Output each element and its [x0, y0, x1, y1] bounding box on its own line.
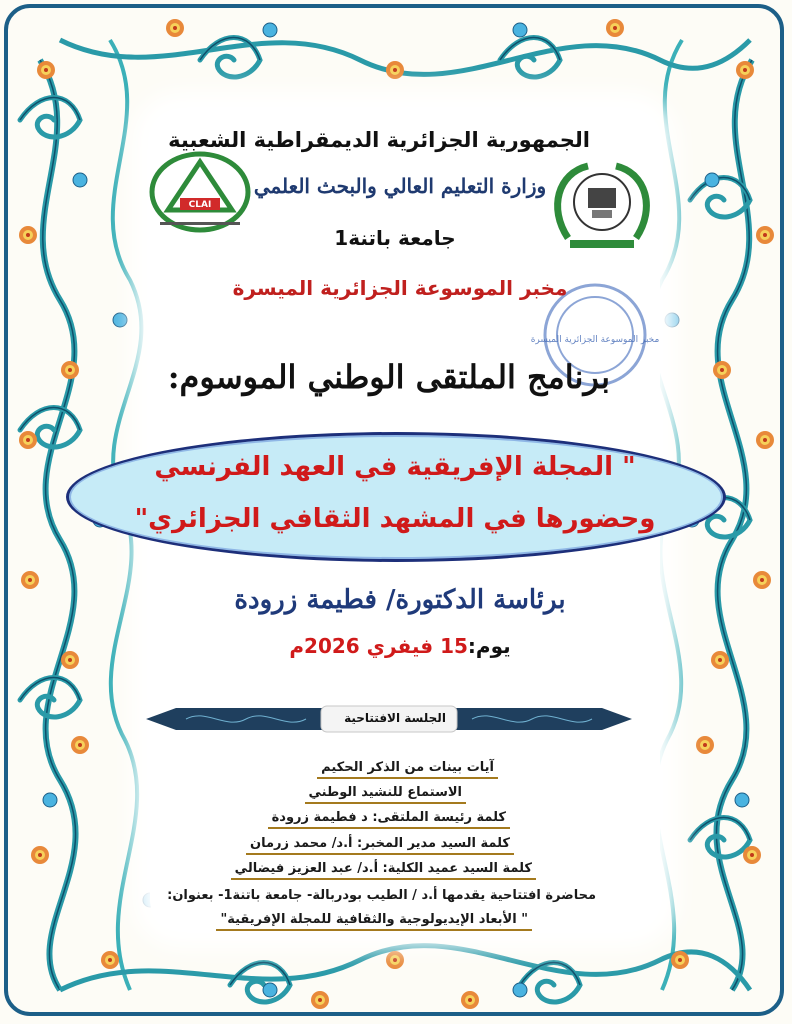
republic-name: الجمهورية الجزائرية الديمقراطية الشعبية	[168, 128, 590, 152]
date-prefix: يوم:	[467, 634, 511, 658]
program-title: برنامج الملتقى الوطني الموسوم:	[167, 358, 610, 396]
university-emblem-icon	[548, 158, 656, 254]
chair-name: برئاسة الدكتورة/ فطيمة زرودة	[234, 585, 566, 615]
program-item-1: آيات بينات من الذكر الحكيم	[317, 760, 498, 779]
program-item-4: كلمة السيد مدير المخبر: أ.د/ محمد زرمان	[246, 836, 514, 855]
session-label: الجلسة الافتتاحية	[344, 711, 446, 725]
program-item-7: " الأبعاد الإيديولوجية والثقافية للمجلة الإفريقية"	[216, 912, 532, 931]
ministry-name: وزارة التعليم العالي والبحث العلمي	[253, 174, 547, 198]
logo-caption: CLAI	[188, 200, 212, 210]
stamp-text: مخبر الموسوعة الجزائرية الميسرة	[530, 335, 660, 345]
program-item-3: كلمة رئيسة الملتقى: د فطيمة زرودة	[268, 810, 510, 829]
conference-title-line1: " المجلة الإفريقية في العهد الفرنسي	[154, 452, 636, 482]
university-name: جامعة باتنة1	[334, 226, 456, 250]
program-item-2: الاستماع للنشيد الوطني	[305, 785, 467, 804]
laboratory-name: مخبر الموسوعة الجزائرية الميسرة	[232, 276, 568, 300]
program-item-6: محاضرة افتتاحية يقدمها أ.د / الطيب بودربالة- جامعة باتنة1- بعنوان:	[167, 888, 596, 903]
conference-title-line2: وحضورها في المشهد الثقافي الجزائري"	[134, 504, 656, 534]
date-value: 15 فيفري 2026م	[289, 634, 468, 658]
program-item-5: كلمة السيد عميد الكلية: أ.د/ عبد العزيز فيضالي	[231, 861, 536, 880]
conference-date	[250, 634, 550, 658]
